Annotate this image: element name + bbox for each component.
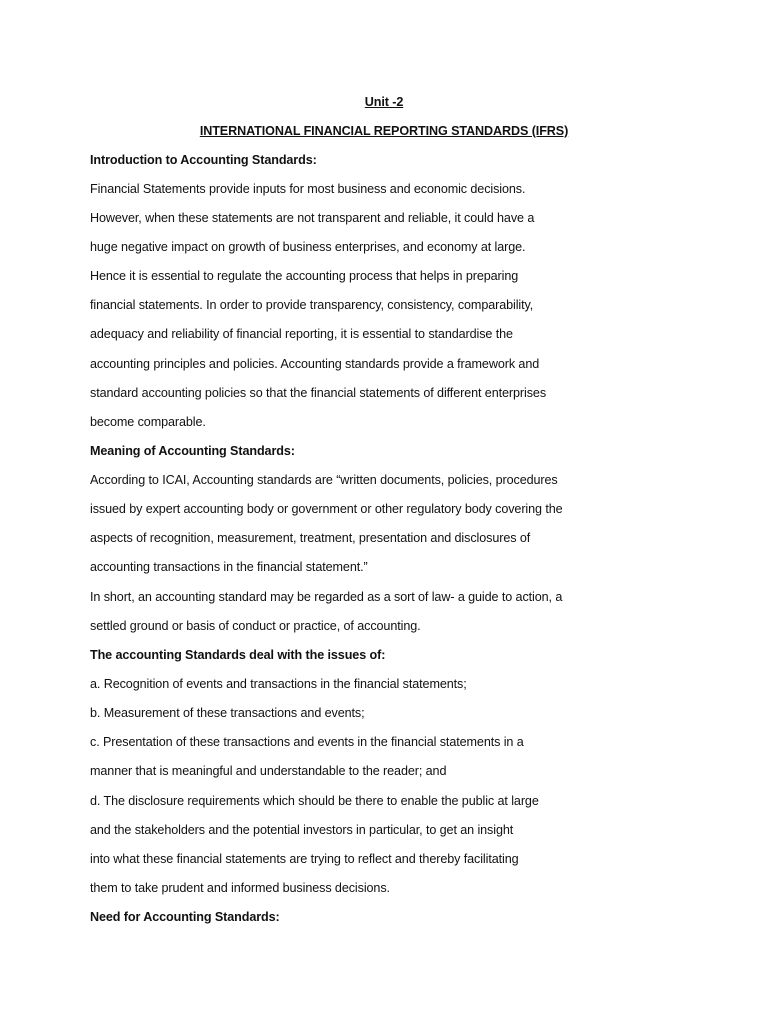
issues-heading: The accounting Standards deal with the issues of: [90,648,386,662]
intro-line: However, when these statements are not transparent and reliable, it could have a [90,211,535,225]
need-heading: Need for Accounting Standards: [90,910,280,924]
intro-line: adequacy and reliability of financial reporting, it is essential to standardise the [90,327,513,341]
issues-line: them to take prudent and informed business decisions. [90,881,390,895]
unit-title: Unit -2 [364,95,404,109]
issues-line: b. Measurement of these transactions and events; [90,706,365,720]
main-heading: INTERNATIONAL FINANCIAL REPORTING STANDARDS (IFRS) [199,124,569,138]
issues-line: d. The disclosure requirements which should be there to enable the public at large [90,794,539,808]
intro-heading: Introduction to Accounting Standards: [90,153,317,167]
intro-line: become comparable. [90,415,206,429]
meaning-line: aspects of recognition, measurement, treatment, presentation and disclosures of [90,531,531,545]
issues-line: manner that is meaningful and understandable to the reader; and [90,764,447,778]
meaning-line: accounting transactions in the financial statement.” [90,560,368,574]
issues-line: c. Presentation of these transactions and events in the financial statements in a [90,735,524,749]
meaning-heading: Meaning of Accounting Standards: [90,444,295,458]
intro-line: Financial Statements provide inputs for most business and economic decisions. [90,182,526,196]
intro-line: huge negative impact on growth of business enterprises, and economy at large. [90,240,526,254]
issues-line: and the stakeholders and the potential investors in particular, to get an insight [90,823,514,837]
intro-line: standard accounting policies so that the financial statements of different enterprises [90,386,547,400]
intro-line: Hence it is essential to regulate the accounting process that helps in preparing [90,269,519,283]
intro-line: accounting principles and policies. Accounting standards provide a framework and [90,357,540,371]
meaning-line: settled ground or basis of conduct or practice, of accounting. [90,619,421,633]
meaning-line: In short, an accounting standard may be regarded as a sort of law- a guide to action, a [90,590,563,604]
intro-line: financial statements. In order to provide transparency, consistency, comparability, [90,298,534,312]
issues-line: into what these financial statements are trying to reflect and thereby facilitating [90,852,519,866]
issues-line: a. Recognition of events and transactions in the financial statements; [90,677,467,691]
meaning-line: According to ICAI, Accounting standards are “written documents, policies, procedures [90,473,558,487]
meaning-line: issued by expert accounting body or government or other regulatory body covering the [90,502,563,516]
